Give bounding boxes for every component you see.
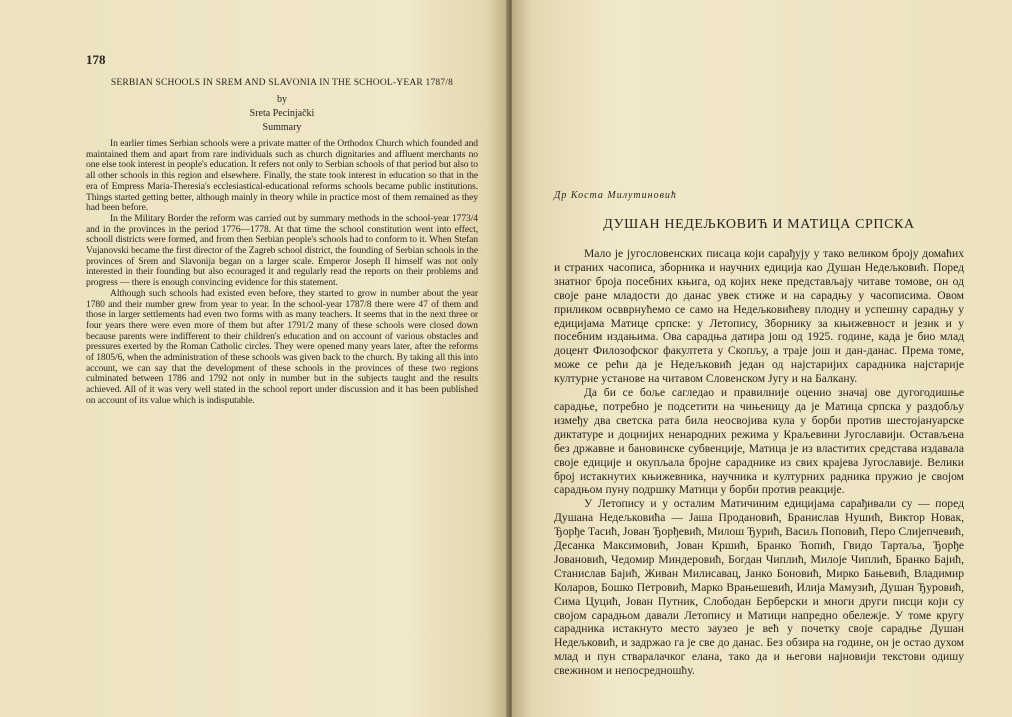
summary-paragraph: In the Military Border the reform was carried out by summary methods in the school-year 1773/4 and in the provinces in the period 1776—1778. At that time the school constitution went into effect, schooll districts were formed, and from then Serbian people's schools had to conform to it. When Stefan Vujanovski became the first director of the Zagreb school district, the founding of Serbian schools in the provinces of Srem and Slavonija began on a larger scale. Emperor Joseph II himself was not only interested in their founding but also ecouraged it and regularly read the reports on their problems and progress — there is enough convincing evidence for this statement. — [86, 212, 478, 289]
right-page — [512, 0, 1012, 717]
article-title: ДУШАН НЕДЕЉКОВИЋ И МАТИЦА СРПСКА — [603, 217, 915, 232]
by-line: by — [277, 94, 287, 105]
article-author: Др Коста Милутиновић — [554, 190, 677, 201]
summary-body — [86, 139, 478, 407]
author-name: Sreta Pecinjački — [249, 108, 315, 119]
article-title-english: SERBIAN SCHOOLS IN SREM AND SLAVONIA IN THE SCHOOL-YEAR 1787/8 — [110, 78, 454, 88]
summary-heading: Summary — [262, 122, 302, 133]
summary-paragraph: In earlier times Serbian schools were a private matter of the Orthodox Church which founded and maintained them and apart from rare individuals such as church dignitaries and affluent merchants no one else took interest in people's education. It refers not only to Serbian schools of that period but also to all other schools in this region and elsewhere. Finally, the state took interest in education so that in the era of Empress Maria-Theresia's ecclesiastical-educational reforms schools became public institutions. Things started getting better, although mainly in theory while in practice most of them remained as they had been before. — [86, 138, 478, 214]
body-paragraph: Мало је југословенских писаца који сарађују у тако великом броју домаћих и страних часописа, зборника и научних едиција као Душан Недељковић. Поред знатног броја посебних књига, од којих неке представљају читаве томове, он од своје ране младости до данас увек стиже и на сарадњу у часописима. Овом приликом освврнућемо се само на Недељковићеву плодну и успешну сарадњу у едицијама Матице српске: у Летопису, Зборнику за књижевност и језик и у посебним издањима. Ова сарадња датира још од 1925. године, када је био млад доцент Филозофског факултета у Скопљу, а траје још и дан-данас. Према томе, може се рећи да је Недељковић један од најстаријих сарадника најстарије културне установе на читавом Словенском Југу и на Балкану. — [554, 247, 964, 386]
page-number: 178 — [86, 52, 106, 67]
body-paragraph: У Летопису и у осталим Матичиним едицијама сарађивали су — поред Душана Недељковића — Јаша Продановић, Бранислав Нушић, Виктор Новак, Ђорђе Тасић, Јован Ђорђевић, Милош Ђурић, Васиљ Поповић, Перо Слијепчевић, Десанка Максимовић, Јован Кршић, Бранко Ћопић, Гвидо Тартаља, Ђорђе Јовановић, Чедомир Миндеровић, Богдан Чиплић, Милоје Чиплић, Бранко Бајић, Станислав Бајић, Живан Милисавац, Јанко Боновић, Мирко Бањевић, Владимир Коларов, Бошко Петровић, Марко Врањешевић, Илија Мамузић, Душан Ђуровић, Сима Цуцић, Јован Путник, Слободан Берберски и многи други писци који су својом сарадњом давали Летопису и Матици напредно обележје. У томе кругу сарадника истакнуто место заузео је већ у почетку своје сарадње Душан Недељковић, и задржао га је све до данас. Без обзира на године, он је остао духом млад и пун стваралачког елана, тако да и његови најновији текстови одишу свежином и непосредношћу. — [554, 497, 964, 678]
body-paragraph: Да би се боље сагледао и правилније оценио значај ове дугогодишње сарадње, потребно је подсетити на чињеницу да је Матица српска у раздобљу између два светска рата била неосвојива кула у борби против шестојануарске диктатуре и доцнијих ненародних режима у Краљевини Југославији. Остављена без државне и бановинске субвенције, Матица је из властитих средстава издавала своје едиције и окупљала бројне сараднике из свих крајева Југославије. Велики број истакнутих књижевника, научника и културних радника пружио је својом сарадњом пуну подршку Матици у борби против реакције. — [554, 386, 964, 497]
summary-paragraph: Although such schools had existed even before, they started to grow in number about the year 1780 and their number grew from year to year. In the school-year 1787/8 there were 47 of them and those in larger settlements had even two forms with as many teachers. It seems that in the next three or four years there were even more of them but after 1791/2 many of these schools were closed down because parents were indifferent to their children's education and on account of various obstacles and pressures exerted by the Roman Catholic circles. They were opened many years later, after the reforms of 1805/6, when the administration of these schools was given back to the church. By taking all this into account, we can say that the development of these schools in the provinces of these two regions culminated between 1786 and 1792 not only in number but in the subjects taught and the results achieved. All of it was very well stated in the school report under discussion and it has been published on account of its value which is indisputable. — [86, 287, 478, 406]
article-body — [554, 247, 964, 678]
